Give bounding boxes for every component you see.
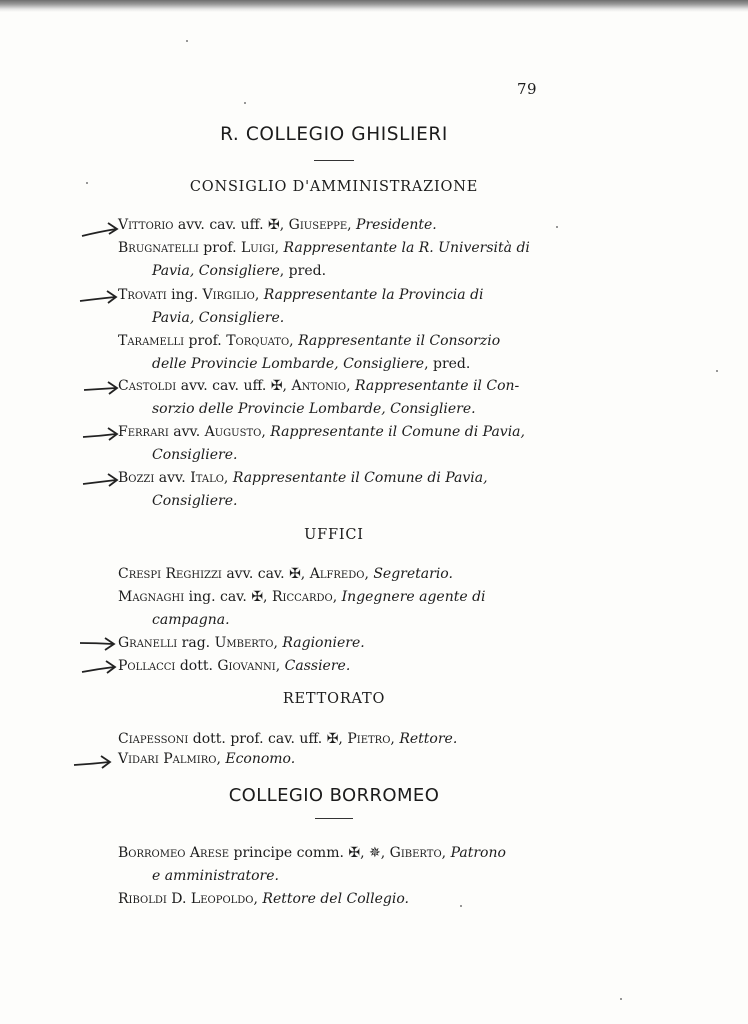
separator: , (347, 217, 357, 233)
handwritten-arrow-icon (80, 470, 124, 492)
page-top-scan-edge (0, 0, 748, 12)
collegio-borromeo-title: COLLEGIO BORROMEO (228, 785, 440, 806)
consiglio-entry (118, 467, 554, 513)
member-role: Ingegnere agente di (341, 589, 486, 605)
entry-continuation (118, 260, 554, 283)
member-first-name: Leopoldo (190, 891, 254, 907)
scan-speck (86, 182, 88, 184)
member-role: Rappresentante il Con- (355, 378, 520, 394)
handwritten-arrow-icon (80, 424, 124, 446)
member-role-continued: Consigliere. (152, 493, 238, 509)
separator: , (332, 589, 342, 605)
consiglio-entry (118, 237, 554, 283)
separator: , (273, 635, 283, 651)
separator: , (274, 240, 284, 256)
scan-speck (556, 226, 558, 228)
member-surname: Crespi Reghizzi (118, 566, 222, 582)
handwritten-arrow-icon (72, 752, 116, 774)
uffici-entry (118, 655, 554, 678)
member-surname: Brugnatelli (118, 240, 199, 256)
uffici-entry (118, 563, 554, 586)
member-title: ing. cav. ✠, (184, 589, 272, 605)
member-first-name: Giuseppe (288, 217, 348, 233)
member-first-name: Palmiro (163, 751, 217, 767)
member-surname: Taramelli (118, 333, 185, 349)
member-surname: Bozzi (118, 470, 155, 486)
entry-continuation (118, 609, 554, 632)
entry-continuation (118, 398, 554, 421)
separator: , (261, 424, 271, 440)
entry-continuation (118, 490, 554, 513)
member-first-name: Antonio (291, 378, 347, 394)
separator: , (254, 287, 264, 303)
uffici-entry (118, 632, 554, 655)
page-number: 79 (517, 80, 538, 98)
member-title: avv. cav. uff. ✠, (173, 217, 289, 233)
member-role-tail: , pred. (279, 263, 327, 279)
member-role: Rappresentante il Consorzio (298, 333, 501, 349)
member-role: Ragioniere. (282, 635, 365, 651)
consiglio-entry (118, 330, 554, 376)
entry-continuation (118, 444, 554, 467)
member-first-name: Torquato (226, 333, 290, 349)
member-surname: Castoldi (118, 378, 177, 394)
separator: , (364, 566, 374, 582)
member-role: Rappresentante la Provincia di (263, 287, 484, 303)
member-surname: Borromeo Arese (118, 845, 230, 861)
member-title: ing. (166, 287, 203, 303)
borromeo-entry (118, 888, 554, 911)
member-role-continued: Pavia, Consigliere (152, 263, 280, 279)
member-role: Patrono (450, 845, 506, 861)
member-surname: Trovati (118, 287, 167, 303)
member-first-name: Umberto (214, 635, 274, 651)
separator: , (216, 751, 226, 767)
member-title: prof. (184, 333, 227, 349)
member-role-continued: sorzio delle Provincie Lombarde, Consigliere. (152, 401, 476, 417)
rettorato-heading: RETTORATO (282, 691, 386, 707)
handwritten-arrow-icon (78, 658, 122, 680)
uffici-heading: UFFICI (304, 527, 364, 543)
consiglio-entry (118, 214, 554, 237)
scan-speck (186, 40, 188, 42)
separator: , (223, 470, 233, 486)
member-role: Rappresentante il Comune di Pavia, (232, 470, 488, 486)
member-role: Cassiere. (284, 658, 351, 674)
entry-continuation (118, 353, 554, 376)
rettorato-entry (118, 748, 554, 771)
title-rule (314, 160, 354, 161)
member-surname: Ferrari (118, 424, 169, 440)
handwritten-arrow-icon (80, 220, 124, 242)
member-role: Segretario. (373, 566, 453, 582)
scan-speck (716, 370, 718, 372)
entry-continuation (118, 307, 554, 330)
consiglio-entry (118, 284, 554, 330)
member-surname: Riboldi (118, 891, 167, 907)
member-surname: Pollacci (118, 658, 176, 674)
member-role-continued: delle Provincie Lombarde, Consigliere (152, 356, 425, 372)
member-title: prof. (198, 240, 241, 256)
handwritten-arrow-icon (80, 378, 124, 400)
member-first-name: Italo (190, 470, 224, 486)
member-role: Rettore. (399, 731, 458, 747)
member-first-name: Pietro (347, 731, 391, 747)
scan-speck (620, 998, 622, 1000)
member-surname: Ciapessoni (118, 731, 189, 747)
member-title: avv. (154, 470, 191, 486)
entry-continuation (118, 865, 554, 888)
member-role: Presidente. (356, 217, 437, 233)
member-title: principe comm. ✠, ✵, (229, 845, 390, 861)
separator: , (275, 658, 285, 674)
member-surname: Granelli (118, 635, 178, 651)
borromeo-entry (118, 842, 554, 888)
separator: , (346, 378, 355, 394)
member-first-name: Giovanni (217, 658, 276, 674)
member-role: Rappresentante il Comune di Pavia, (270, 424, 525, 440)
member-role-tail: , pred. (424, 356, 471, 372)
separator: , (253, 891, 263, 907)
consiglio-heading: CONSIGLIO D'AMMINISTRAZIONE (189, 179, 479, 195)
member-title: avv. (168, 424, 205, 440)
separator: , (289, 333, 299, 349)
member-title: D. (166, 891, 191, 907)
separator: , (441, 845, 451, 861)
member-first-name: Giberto (389, 845, 442, 861)
member-role: Rettore del Collegio. (262, 891, 409, 907)
member-first-name: Luigi (240, 240, 275, 256)
member-title: dott. prof. cav. uff. ✠, (188, 731, 348, 747)
member-role-continued: Consigliere. (152, 447, 238, 463)
member-surname: Vittorio (118, 217, 174, 233)
member-title: rag. (177, 635, 215, 651)
handwritten-arrow-icon (78, 287, 122, 309)
consiglio-entry (118, 421, 554, 467)
member-surname: Vidari (118, 751, 159, 767)
member-title: dott. (175, 658, 218, 674)
member-role-continued: e amministratore. (152, 868, 279, 884)
member-first-name: Alfredo (309, 566, 365, 582)
member-role-continued: Pavia, Consigliere. (152, 310, 285, 326)
member-title: avv. cav. uff. ✠, (176, 378, 292, 394)
member-first-name: Riccardo (271, 589, 333, 605)
scan-speck (460, 905, 462, 907)
member-role: Economo. (225, 751, 296, 767)
member-title: avv. cav. ✠, (221, 566, 310, 582)
separator: , (390, 731, 400, 747)
handwritten-arrow-icon (76, 633, 120, 655)
member-first-name: Virgilio (202, 287, 255, 303)
borromeo-rule (315, 818, 353, 819)
consiglio-entry (118, 375, 554, 421)
member-surname: Magnaghi (118, 589, 185, 605)
uffici-entry (118, 586, 554, 632)
page-title: R. COLLEGIO GHISLIERI (220, 124, 448, 145)
member-first-name: Augusto (204, 424, 262, 440)
member-role: Rappresentante la R. Università di (283, 240, 530, 256)
scan-speck (244, 102, 246, 104)
member-role-continued: campagna. (152, 612, 230, 628)
